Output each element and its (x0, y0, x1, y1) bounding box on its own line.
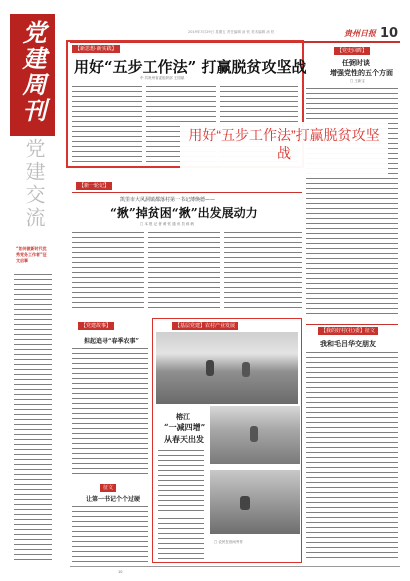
second-byline: □ 本 报 记 者 黄 钦 通 讯 员 蒋 帆 (140, 222, 195, 226)
field-photo-bottom (210, 470, 300, 534)
second-kicker: 凯里市大风洞镇都落村第一书记薄焕德—— (120, 197, 216, 203)
second-column-3 (224, 230, 302, 312)
second-column-1 (72, 230, 144, 312)
masthead-logo: 贵州日报 (344, 28, 376, 38)
right-title-2: 增强党性的五个方面 (330, 68, 393, 77)
essay-title: 让第一书记个个过硬 (86, 496, 141, 503)
right-divider (306, 324, 398, 325)
section-title: 党建周刊 (18, 20, 47, 124)
photo-feature-body (158, 448, 204, 512)
right-column-body (306, 86, 398, 318)
second-headline: “揪”掉贫困“揪”出发展动力 (110, 206, 258, 220)
field-photo-right (210, 406, 300, 464)
right-tag-history: 【党史回眸】 (334, 47, 370, 55)
essay-tag: 征文 (100, 484, 116, 492)
farmer-figure (240, 496, 250, 510)
lead-byline: 中 共贵州省委组织部 王国斌 (140, 76, 185, 80)
photo-feature-title-a: 榕江 (176, 412, 190, 421)
story-body (72, 346, 148, 478)
second-tag: 【新一轮记】 (76, 182, 112, 190)
right-essay-body (306, 350, 398, 560)
right-title-3: 我和毛吕华交朋友 (320, 339, 376, 348)
photo-caption: □ 农民在田间劳作 (214, 540, 243, 544)
side-note-title: “如何做新时代优秀党务工作者”征文启事 (16, 246, 47, 263)
right-tag-essay: 【我的好村(社)委】征文 (318, 327, 378, 335)
footer-page-marker: 10 (118, 570, 123, 574)
photo-feature-title-c: 从春天出发 (164, 434, 204, 444)
page-number: 10 (380, 26, 399, 41)
lead-headline: 用好“五步工作法” 打赢脱贫攻坚战 (74, 58, 307, 76)
side-note-body (14, 272, 52, 562)
essay-body (72, 504, 148, 562)
farmer-figure (250, 426, 258, 442)
farmer-figure (206, 360, 214, 376)
overlay-caption: 用好“五步工作法”打赢脱贫攻坚战 (188, 127, 380, 161)
right-title-1: 任弼时谈 (342, 58, 370, 67)
date-line: 2019年3月29日 星期五 责任编辑 汤 钦 美术编辑 汤 钦 (188, 30, 275, 34)
second-rule (72, 192, 302, 193)
photo-feature-tag: 【基层党建】农村产业发展 (172, 322, 238, 330)
story-title: 担起追寻“春季农事” (84, 338, 139, 345)
right-byline: □ 王新宝 (350, 79, 365, 83)
story-tag: 【党建故事】 (78, 322, 114, 330)
second-column-2 (148, 230, 220, 312)
lead-column-1 (72, 84, 142, 164)
photo-feature-title-b: “一减四增” (164, 422, 206, 432)
field-photo-top (156, 332, 298, 404)
farmer-figure (242, 362, 250, 377)
photo-feature-body-2 (158, 516, 204, 560)
lead-tag: 【新思想·新实践】 (72, 45, 120, 53)
footer-rule (70, 566, 400, 567)
section-subtitle: 党建交流 (22, 138, 46, 230)
